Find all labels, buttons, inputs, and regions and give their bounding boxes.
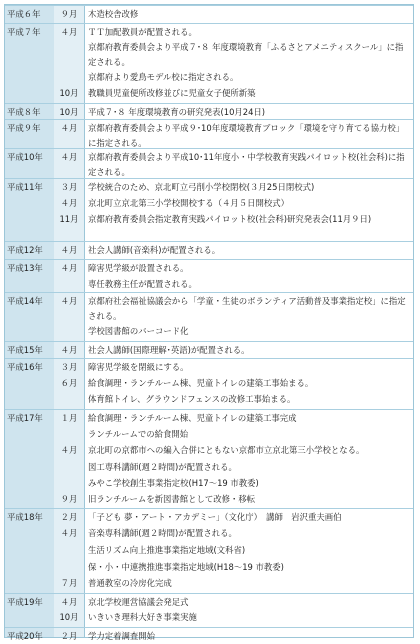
row-event: いきいき理科大好き事業実施	[88, 612, 197, 622]
row-year: 平成17年	[7, 413, 43, 423]
row-event: 教職員児童便所改修並びに児童女子便所新築	[88, 88, 256, 98]
row-event: 障害児学級を閉級にする。	[88, 362, 189, 372]
table-row	[5, 5, 413, 19]
table-row	[5, 103, 413, 117]
table-row	[5, 119, 413, 148]
row-year: 平成20年	[7, 631, 43, 641]
row-event: みやこ学校創生事業指定校(H17～19 市教委)	[88, 478, 259, 488]
row-month: ６月	[60, 378, 78, 388]
row-month: ４月	[60, 528, 78, 538]
table-row	[5, 241, 413, 255]
row-event: 学校図書館のバーコード化	[88, 326, 189, 336]
table-row	[5, 292, 413, 321]
row-month: ４月	[60, 345, 78, 355]
row-event: 京都府教育委員会より平成９･10年度環境教育ブロック「環境を守り育てる協力校」に指定される。	[88, 123, 405, 148]
table-row	[5, 259, 413, 273]
row-event: 社会人講師(国際理解･英語)が配置される。	[88, 345, 250, 355]
row-year: 平成６年	[7, 9, 41, 19]
row-event: 給食調理・ランチルーム棟、児童トイレの建築工事始まる。	[88, 378, 314, 388]
table-row	[5, 358, 413, 372]
row-year: 平成14年	[7, 296, 43, 306]
row-year: 平成15年	[7, 345, 43, 355]
table-row	[5, 178, 413, 192]
table-row	[5, 627, 413, 641]
row-event: ランチルームでの給食開始	[88, 429, 189, 439]
row-event: 木造校舎改修	[88, 9, 139, 19]
table-row	[5, 409, 413, 423]
row-event: ＴＴ加配教員が配置される。	[88, 27, 197, 37]
row-month: ７月	[60, 578, 78, 588]
row-event: 体育館トイレ、グラウンドフェンスの改修工事始まる。	[88, 394, 296, 404]
row-year: 平成12年	[7, 245, 43, 255]
row-month: 10月	[59, 88, 79, 98]
row-month: ２月	[60, 512, 78, 522]
row-event: 給食調理・ランチルーム棟、児童トイレの建築工事完成	[88, 413, 297, 423]
table-row	[5, 508, 413, 522]
table-row	[5, 23, 413, 37]
row-event: 音楽専科講師(週２時間)が配置される。	[88, 528, 237, 538]
row-event: 京都府教育委員会指定教育実践パイロット校(社会科)研究発表会(11月９日)	[88, 214, 372, 224]
row-year: 平成16年	[7, 362, 43, 372]
row-event: 旧ランチルームを新図書館として改修・移転	[88, 494, 256, 504]
row-year: 平成９年	[7, 123, 41, 133]
row-event: 平成７･８ 年度環境教育の研究発表(10月24日)	[88, 107, 266, 117]
row-month: ４月	[60, 296, 78, 306]
row-year: 平成18年	[7, 512, 43, 522]
row-event: 学力定着調査開始	[88, 631, 155, 641]
row-event: 専任教務主任が配置される。	[88, 279, 197, 289]
row-event: 図工専科講師(週２時間)が配置される。	[88, 462, 237, 472]
row-event: 障害児学級が設置される。	[88, 263, 189, 273]
row-month: ４月	[60, 123, 78, 133]
row-month: ３月	[60, 362, 78, 372]
row-month: ９月	[60, 9, 78, 19]
row-year: 平成13年	[7, 263, 43, 273]
row-year: 平成11年	[7, 182, 43, 192]
row-year: 平成８年	[7, 107, 41, 117]
row-month: ４月	[60, 27, 78, 37]
row-year: 平成10年	[7, 152, 43, 162]
row-event: 京都府社会福祉協議会から「学童・生徒のボランティア活動普及事業指定校」に指定される。	[88, 296, 406, 321]
table-row	[5, 341, 413, 355]
row-event: 京都府教育委員会より平成７･８ 年度環境教育「ふるさとアメニティスクール」に指定される。	[88, 42, 404, 67]
row-event: 生活リズム向上推進事業指定地域(文科省)	[88, 545, 246, 555]
row-event: 「子ども 夢・アート・アカデミー」（文化庁） 講師 岩沢重夫画伯	[88, 512, 342, 522]
row-event: 京都府教育委員会より平成10･11年度小・中学校教育実践パイロット校(社会科)に指定される。	[88, 152, 405, 177]
row-event: 京都府より愛鳥モデル校に指定される。	[88, 72, 239, 82]
table-row	[5, 593, 413, 607]
row-event: 京北学校運営協議会発足式	[88, 597, 189, 607]
row-month: ４月	[60, 152, 78, 162]
row-year: 平成７年	[7, 27, 41, 37]
row-month: ２月	[60, 631, 78, 641]
row-month: ４月	[60, 597, 78, 607]
row-month: ４月	[60, 245, 78, 255]
row-month: １月	[60, 413, 78, 423]
row-month: ９月	[60, 494, 78, 504]
row-event: 京北町の京都市への編入合併にともない京都市立京北第三小学校となる。	[88, 445, 365, 455]
row-month: ３月	[60, 182, 78, 192]
row-month: 10月	[59, 612, 79, 622]
row-month: 10月	[59, 107, 79, 117]
row-event: 普通教室の冷房化完成	[88, 578, 172, 588]
row-month: ４月	[60, 445, 78, 455]
year-column	[5, 5, 55, 637]
row-year: 平成19年	[7, 597, 43, 607]
row-month: ４月	[60, 263, 78, 273]
row-event: 京北町立京北第三小学校開校する（４月５日開校式）	[88, 198, 289, 208]
row-month: ４月	[60, 198, 78, 208]
row-event: 学校統合のため、京北町立弓削小学校閉校(３月25日閉校式)	[88, 182, 315, 192]
row-event: 社会人講師(音楽科)が配置される。	[88, 245, 221, 255]
row-event: 保・小・中連携推進事業指定地域(H18～19 市教委)	[88, 562, 284, 572]
row-month: 11月	[59, 214, 79, 224]
table-row	[5, 148, 413, 177]
history-table	[4, 4, 414, 641]
